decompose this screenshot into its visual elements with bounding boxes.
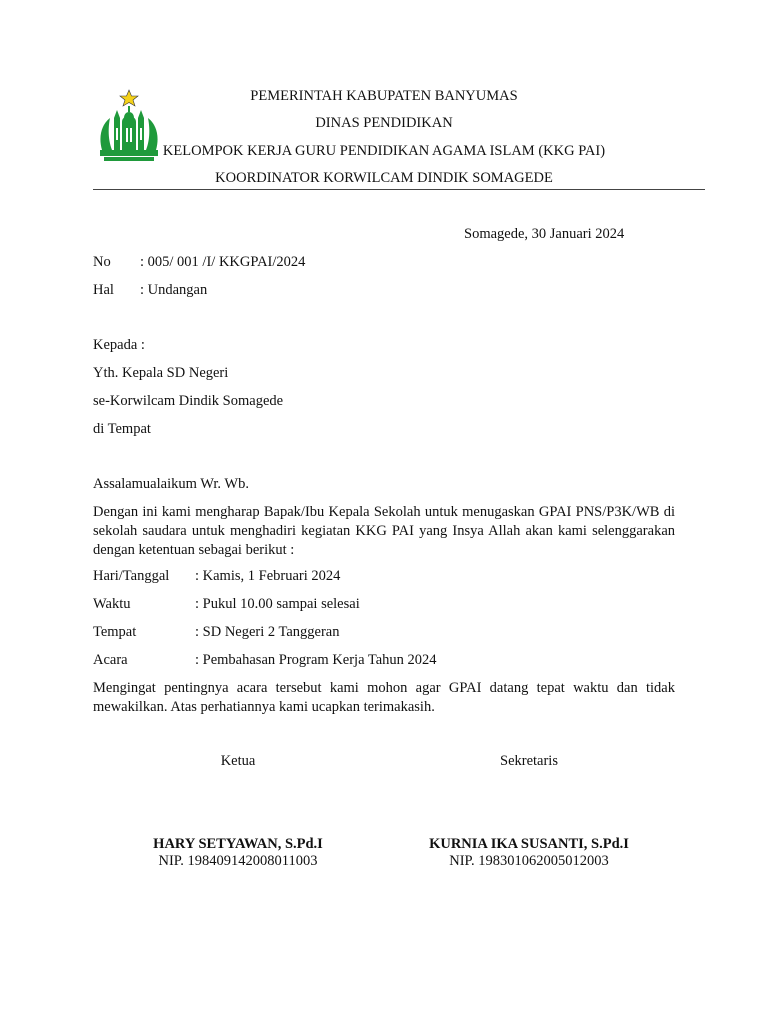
detail-row (93, 568, 340, 585)
hal-value: : Undangan (140, 282, 208, 298)
greeting: Assalamualaikum Wr. Wb. (93, 476, 249, 492)
letterhead-line-1: PEMERINTAH KABUPATEN BANYUMAS (250, 88, 518, 104)
detail-row (93, 624, 339, 641)
detail-row (93, 596, 360, 613)
signature-right-role: Sekretaris (500, 753, 558, 769)
letter-number-row (93, 254, 305, 271)
letterhead-line-3: KELOMPOK KERJA GURU PENDIDIKAN AGAMA ISLAM (KKG PAI) (162, 143, 606, 159)
signature-right-name: KURNIA IKA SUSANTI, S.Pd.I (429, 836, 629, 852)
detail-label: Tempat (93, 624, 137, 640)
detail-label: Acara (93, 652, 128, 668)
hal-label: Hal (93, 282, 114, 298)
recipient-kepada: Kepada : (93, 337, 145, 353)
detail-value: : Pembahasan Program Kerja Tahun 2024 (195, 652, 437, 668)
subject-row (93, 282, 207, 299)
detail-label: Hari/Tanggal (93, 568, 170, 584)
recipient-line-2: se-Korwilcam Dindik Somagede (93, 393, 284, 409)
recipient-line-3: di Tempat (93, 421, 151, 437)
signature-left-nip: NIP. 198409142008011003 (158, 853, 318, 869)
signature-left-role: Ketua (220, 753, 256, 769)
detail-value: : Pukul 10.00 sampai selesai (195, 596, 360, 612)
letterhead-line-2: DINAS PENDIDIKAN (315, 115, 453, 131)
detail-value: : SD Negeri 2 Tanggeran (195, 624, 340, 640)
intro-paragraph: Dengan ini kami mengharap Bapak/Ibu Kepala Sekolah untuk menugaskan GPAI PNS/P3K/WB di sekolah saudara untuk menghadiri kegiatan KKG PAI yang Insya Allah akan kami selenggarakan dengan ketentuan sebagai berikut : (93, 504, 675, 558)
place-date: Somagede, 30 Januari 2024 (464, 226, 625, 242)
signature-left-name: HARY SETYAWAN, S.Pd.I (153, 836, 323, 852)
no-label: No (93, 254, 111, 270)
closing-paragraph: Mengingat pentingnya acara tersebut kami mohon agar GPAI datang tepat waktu dan tidak mewakilkan. Atas perhatiannya kami ucapkan terimakasih. (93, 680, 675, 715)
recipient-line-1: Yth. Kepala SD Negeri (93, 365, 229, 381)
detail-label: Waktu (93, 596, 131, 612)
no-value: : 005/ 001 /I/ KKGPAI/2024 (140, 254, 306, 270)
letterhead-divider (93, 189, 705, 190)
detail-row (93, 652, 437, 669)
detail-value: : Kamis, 1 Februari 2024 (195, 568, 341, 584)
letterhead-line-4: KOORDINATOR KORWILCAM DINDIK SOMAGEDE (215, 170, 553, 186)
signature-right-nip: NIP. 198301062005012003 (449, 853, 609, 869)
